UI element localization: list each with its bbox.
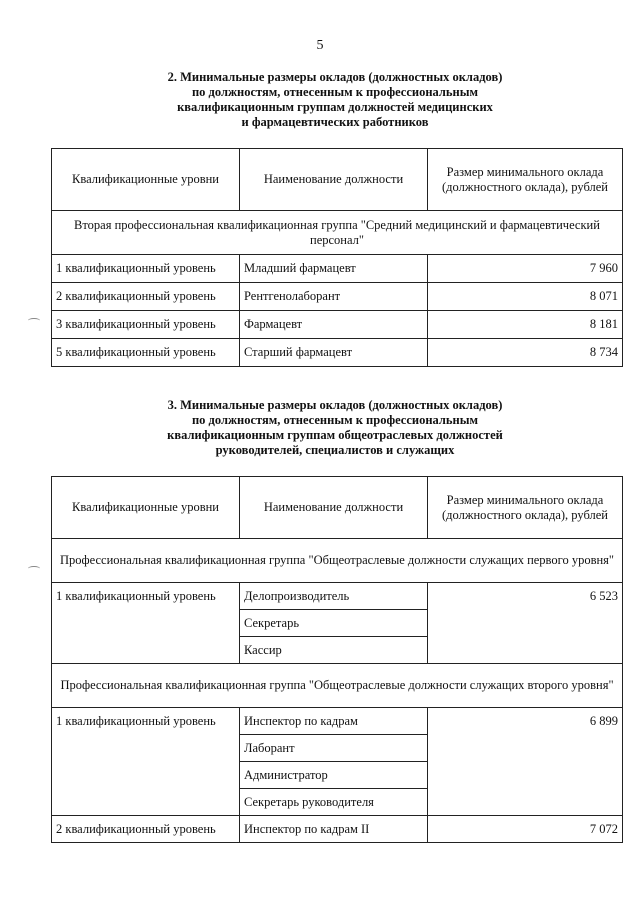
- qualification-level: 3 квалификационный уровень: [52, 311, 240, 339]
- section-3-table: [51, 476, 623, 843]
- position-name: Младший фармацевт: [240, 255, 428, 283]
- header-position-name: Наименование должности: [240, 477, 428, 539]
- header-qualification-levels: Квалификационные уровни: [52, 477, 240, 539]
- table-row: [52, 339, 623, 367]
- header-minimum-salary: Размер минимального оклада (должностного оклада), рублей: [428, 149, 623, 211]
- table-header-row: [52, 477, 623, 539]
- page-number: 5: [316, 38, 324, 53]
- qualification-level: 2 квалификационный уровень: [52, 816, 240, 843]
- section-2-title: [70, 70, 600, 130]
- section-3-title-line: руководителей, специалистов и служащих: [215, 443, 455, 457]
- position-name: Инспектор по кадрам II: [240, 816, 428, 843]
- salary-amount: 8 071: [428, 283, 623, 311]
- group-title: Вторая профессиональная квалификационная группа "Средний медицинский и фармацевтический персонал": [52, 211, 623, 255]
- qualification-level: 1 квалификационный уровень: [52, 255, 240, 283]
- table-row: [52, 583, 623, 610]
- salary-amount: 7 072: [428, 816, 623, 843]
- salary-amount: 8 181: [428, 311, 623, 339]
- section-3-title-line: по должностям, отнесенным к профессиональным: [191, 413, 479, 427]
- position-name: Администратор: [240, 762, 428, 789]
- qualification-level: 1 квалификационный уровень: [52, 583, 240, 664]
- position-name: Инспектор по кадрам: [240, 708, 428, 735]
- section-2-title-line: квалификационным группам должностей медицинских: [177, 100, 493, 114]
- position-name: Рентгенолаборант: [240, 283, 428, 311]
- position-name: Фармацевт: [240, 311, 428, 339]
- position-name: Секретарь: [240, 610, 428, 637]
- salary-amount: 6 523: [428, 583, 623, 664]
- group-title: Профессиональная квалификационная группа "Общеотраслевые должности служащих второго уровня": [52, 664, 623, 708]
- section-2-title-line: по должностям, отнесенным к профессиональным: [191, 85, 479, 99]
- position-name: Секретарь руководителя: [240, 789, 428, 816]
- table-header-row: [52, 149, 623, 211]
- salary-amount: 8 734: [428, 339, 623, 367]
- scan-mark: [28, 318, 40, 323]
- table-row: [52, 311, 623, 339]
- qualification-level: 1 квалификационный уровень: [52, 708, 240, 816]
- group-title: Профессиональная квалификационная группа "Общеотраслевые должности служащих первого уровня": [52, 539, 623, 583]
- salary-amount: 6 899: [428, 708, 623, 816]
- section-2-table: [51, 148, 623, 367]
- group-row: [52, 664, 623, 708]
- position-name: Делопроизводитель: [240, 583, 428, 610]
- position-name: Лаборант: [240, 735, 428, 762]
- table-row: [52, 708, 623, 735]
- scan-mark: [28, 566, 40, 571]
- header-position-name: Наименование должности: [240, 149, 428, 211]
- header-qualification-levels: Квалификационные уровни: [52, 149, 240, 211]
- qualification-level: 2 квалификационный уровень: [52, 283, 240, 311]
- group-row: [52, 211, 623, 255]
- salary-amount: 7 960: [428, 255, 623, 283]
- table-row: [52, 816, 623, 843]
- section-2-title-line: и фармацевтических работников: [241, 115, 429, 129]
- group-row: [52, 539, 623, 583]
- header-minimum-salary: Размер минимального оклада (должностного оклада), рублей: [428, 477, 623, 539]
- section-3-title-line: квалификационным группам общеотраслевых должностей: [167, 428, 503, 442]
- position-name: Кассир: [240, 637, 428, 664]
- section-3-title: [70, 398, 600, 458]
- section-2-title-line: 2. Минимальные размеры окладов (должностных окладов): [167, 70, 503, 84]
- table-row: [52, 255, 623, 283]
- qualification-level: 5 квалификационный уровень: [52, 339, 240, 367]
- section-3-title-line: 3. Минимальные размеры окладов (должностных окладов): [167, 398, 503, 412]
- table-row: [52, 283, 623, 311]
- position-name: Старший фармацевт: [240, 339, 428, 367]
